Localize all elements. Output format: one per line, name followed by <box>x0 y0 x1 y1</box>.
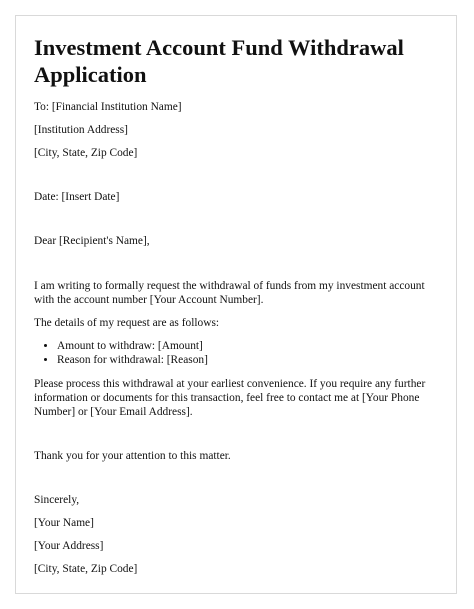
list-item: • Reason for withdrawal: [Reason] <box>57 353 438 367</box>
list-item: • Amount to withdraw: [Amount] <box>57 339 438 353</box>
body-thanks: Thank you for your attention to this matter. <box>34 450 231 463</box>
recipient-to-line: To: [Financial Institution Name] <box>34 101 182 113</box>
details-intro: The details of my request are as follows: <box>34 317 220 330</box>
letter-content <box>34 34 438 577</box>
body-intro: I am writing to formally request the withdrawal of funds from my investment account with the account number [Your Account Number]. <box>34 279 425 306</box>
sign-off: Sincerely, <box>34 494 80 507</box>
sender-city-state-zip: [City, State, Zip Code] <box>34 563 138 576</box>
salutation: Dear [Recipient's Name], <box>34 235 150 248</box>
letter-title: Investment Account Fund Withdrawal Application <box>34 35 404 87</box>
recipient-address: [Institution Address] <box>34 124 128 136</box>
recipient-city-state-zip: [City, State, Zip Code] <box>34 147 138 159</box>
date-line: Date: [Insert Date] <box>34 191 120 204</box>
sender-address: [Your Address] <box>34 540 104 553</box>
body-request: Please process this withdrawal at your earliest convenience. If you require any further information or documents for this transaction, feel free to contact me at [Your Phone Number] or [Your Email Address]. <box>34 377 426 419</box>
sender-name: [Your Name] <box>34 517 94 530</box>
details-list <box>34 339 438 367</box>
letter-page <box>15 15 457 594</box>
